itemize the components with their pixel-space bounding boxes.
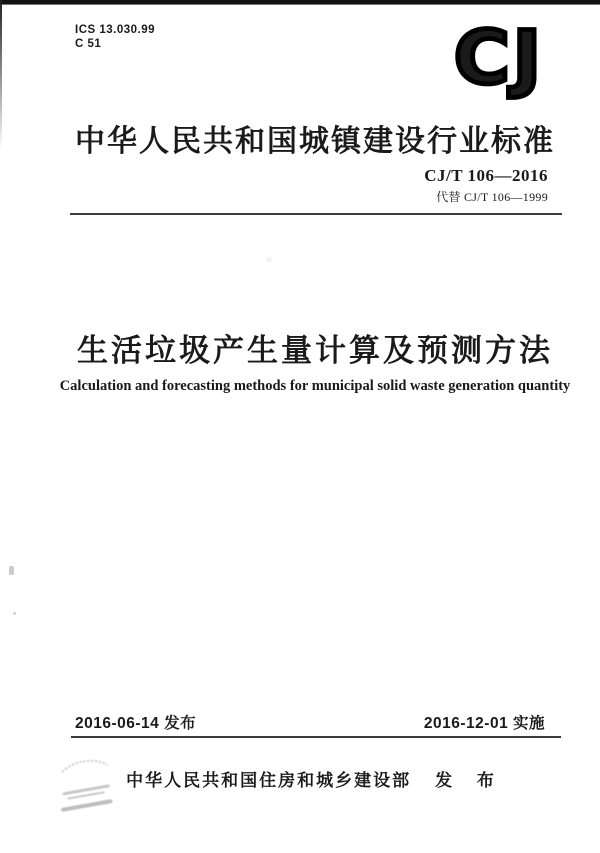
watermark-stamp	[43, 752, 133, 827]
ics-classification-block	[75, 23, 155, 51]
publish-label: 发 布	[435, 771, 504, 790]
scan-artifact	[9, 566, 14, 575]
standard-number-block	[424, 166, 548, 205]
scan-edge-left	[0, 0, 2, 150]
publisher-name: 中华人民共和国住房和城乡建设部	[126, 771, 412, 790]
publisher-row	[70, 766, 560, 791]
implement-date: 2016-12-01 实施	[423, 715, 545, 732]
replaces-note: 代替 CJ/T 106—1999	[436, 190, 548, 204]
standard-type-heading: 中华人民共和国城镇建设行业标准	[75, 125, 555, 158]
document-title-zh: 生活垃圾产生量计算及预测方法	[77, 333, 553, 368]
document-title-en: Calculation and forecasting methods for municipal solid waste generation quantity	[59, 378, 571, 394]
dates-row	[75, 711, 545, 733]
standard-number: CJ/T 106—2016	[424, 166, 548, 185]
footer-divider-rule	[71, 736, 561, 738]
header-divider-rule	[70, 213, 562, 215]
ics-code: ICS 13.030.99	[75, 24, 156, 36]
scan-artifact	[13, 612, 16, 615]
issue-date: 2016-06-14 发布	[75, 715, 197, 732]
class-code: C 51	[75, 38, 102, 50]
scan-edge-top	[0, 0, 600, 6]
scan-artifact	[266, 257, 272, 262]
cj-logo: CJ	[453, 14, 544, 101]
